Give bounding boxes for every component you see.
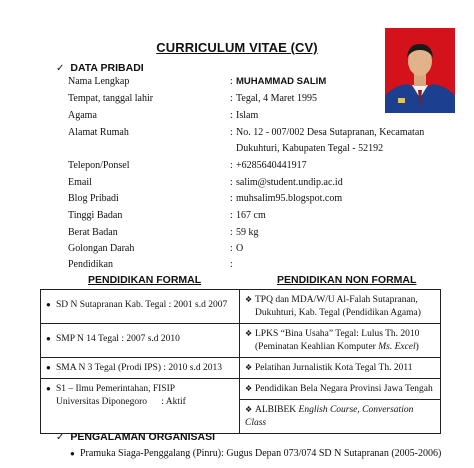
cell-text: (Peminatan Keahlian Komputer	[255, 342, 379, 352]
cell-text: ALBIBEK	[255, 405, 299, 415]
table-row	[41, 324, 441, 358]
cell-text: TPQ dan MDA/W/U Al-Falah Sutapranan,	[255, 295, 418, 305]
diamond-bullet-icon: ❖	[245, 384, 253, 393]
bullet-icon: ●	[46, 363, 51, 372]
diamond-bullet-icon: ❖	[245, 295, 253, 304]
cell-text: Pendidikan Bela Negara Provinsi Jawa Tengah	[255, 384, 433, 394]
nonformal-education-heading: PENDIDIKAN NON FORMAL	[277, 274, 417, 286]
diamond-bullet-icon: ❖	[245, 405, 253, 414]
colon: :	[230, 210, 233, 221]
formal-cell	[41, 379, 240, 434]
row-value: MUHAMMAD SALIM	[236, 76, 327, 87]
colon: :	[230, 93, 233, 104]
check-icon: ✓	[56, 63, 65, 74]
formal-cell	[41, 358, 240, 379]
nonformal-cell	[240, 324, 441, 358]
nonformal-subcell	[240, 379, 440, 400]
row-label: Alamat Rumah	[68, 127, 129, 138]
bullet-icon: ●	[70, 449, 75, 458]
table-row	[41, 290, 441, 324]
row-label: Blog Pribadi	[68, 193, 119, 204]
profile-photo	[385, 28, 455, 113]
row-label: Golongan Darah	[68, 243, 135, 254]
formal-education-heading: PENDIDIKAN FORMAL	[88, 274, 202, 286]
row-label: Telepon/Ponsel	[68, 160, 130, 171]
cell-text: )	[415, 342, 419, 352]
formal-cell	[41, 324, 240, 358]
colon: :	[230, 243, 233, 254]
colon: :	[230, 127, 233, 138]
list-item-text: Pramuka Siaga-Penggalang (Pinru): Gugus Depan 073/074 SD N Sutapranan (2005-2006)	[80, 448, 442, 459]
table-row	[41, 379, 441, 434]
bullet-icon: ●	[46, 334, 51, 343]
row-value: salim@student.undip.ac.id	[236, 177, 343, 188]
cell-text: LPKS “Bina Usaha” Tegal: Lulus Th. 2010	[255, 329, 420, 339]
section-pengalaman-organisasi	[56, 431, 215, 443]
colon: :	[230, 227, 233, 238]
row-label: Email	[68, 177, 92, 188]
row-value: O	[236, 243, 244, 254]
row-value: +6285640441917	[236, 160, 307, 171]
cell-text: Universitas Diponegoro : Aktif	[56, 397, 186, 407]
row-value: No. 12 - 007/002 Desa Sutapranan, Kecamatan	[236, 127, 425, 138]
row-label: Pendidikan	[68, 259, 113, 270]
row-value: Dukuhturi, Kabupaten Tegal - 52192	[236, 143, 384, 154]
colon: :	[230, 160, 233, 171]
row-label: Tempat, tanggal lahir	[68, 93, 154, 104]
row-label: Nama Lengkap	[68, 76, 130, 87]
cell-text-italic: Ms. Excel	[378, 342, 416, 352]
nonformal-cell	[240, 379, 441, 434]
diamond-bullet-icon: ❖	[245, 329, 253, 338]
row-label: Agama	[68, 110, 97, 121]
nonformal-subcell	[240, 400, 440, 433]
cell-text: SMP N 14 Tegal : 2007 s.d 2010	[56, 334, 180, 344]
cell-text: S1 – Ilmu Pemerintahan, FISIP	[56, 384, 176, 394]
cell-text-italic: English Course, Conversation Class	[245, 405, 414, 428]
section-heading: DATA PRIBADI	[70, 62, 144, 74]
table-row	[41, 358, 441, 379]
row-value: 167 cm	[236, 210, 266, 221]
row-value: muhsalim95.blogspot.com	[236, 193, 343, 204]
cell-text: Pelatihan Jurnalistik Kota Tegal Th. 2011	[255, 363, 413, 373]
page-title: CURRICULUM VITAE (CV)	[156, 40, 318, 55]
nonformal-cell	[240, 358, 441, 379]
cell-text: SD N Sutapranan Kab. Tegal : 2001 s.d 2007	[56, 300, 228, 310]
formal-cell	[41, 290, 240, 324]
row-value: Tegal, 4 Maret 1995	[236, 93, 317, 104]
diamond-bullet-icon: ❖	[245, 363, 253, 372]
row-label: Berat Badan	[68, 227, 118, 238]
colon: :	[230, 177, 233, 188]
check-icon: ✓	[56, 432, 65, 443]
nonformal-cell	[240, 290, 441, 324]
row-value: Islam	[236, 110, 259, 121]
cell-text: SMA N 3 Tegal (Prodi IPS) : 2010 s.d 2013	[56, 363, 222, 373]
cell-text: Dukuhturi, Kab. Tegal (Pendidikan Agama)	[255, 308, 421, 318]
bullet-icon: ●	[46, 300, 51, 309]
row-value: 59 kg	[236, 227, 259, 238]
colon: :	[230, 110, 233, 121]
section-heading: PENGALAMAN ORGANISASI	[70, 431, 216, 443]
section-data-pribadi	[56, 62, 144, 74]
colon: :	[230, 259, 233, 270]
row-label: Tinggi Badan	[68, 210, 123, 221]
colon: :	[230, 76, 233, 87]
colon: :	[230, 193, 233, 204]
list-item	[70, 448, 441, 459]
bullet-icon: ●	[46, 384, 51, 393]
education-table	[40, 289, 441, 434]
